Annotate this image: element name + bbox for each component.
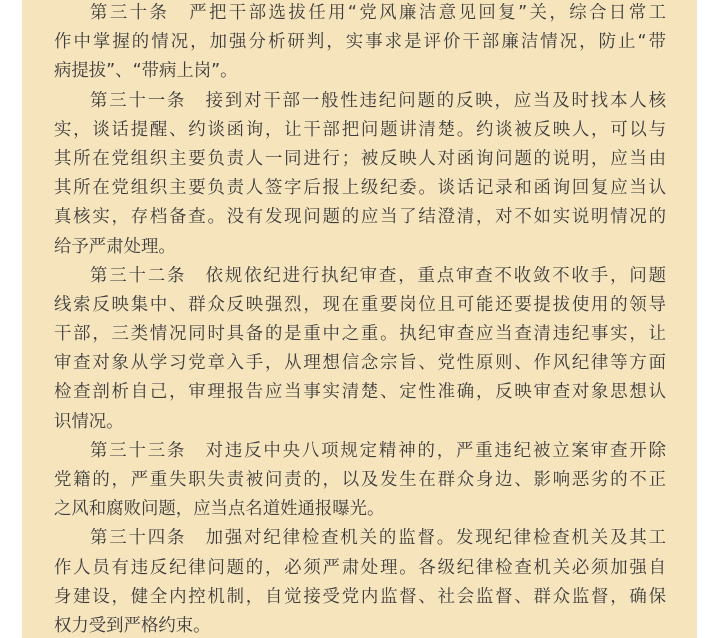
article-31 [54,87,666,262]
paragraph-line: 党籍的，严重失职失责被问责的，以及发生在群众身边、影响恶劣的不正 [54,470,666,490]
paragraph-line: 第三十一条 接到对干部一般性违纪问题的反映，应当及时找本人核 [90,90,666,111]
article-32 [54,262,666,437]
paragraph-line: 之风和腐败问题，应当点名道姓通报曝光。 [54,499,385,520]
article-34 [54,524,666,638]
paragraph-line: 其所在党组织主要负责人签字后报上级纪委。谈话记录和函询回复应当认 [54,178,666,199]
paragraph-line: 真核实，存档备查。没有发现问题的应当了结澄清，对不如实说明情况的 [54,207,666,228]
paragraph-line: 第三十条 严把干部选拔任用“党风廉洁意见回复”关，综合日常工 [90,3,666,23]
paragraph-line: 病提拔”、“带病上岗”。 [54,61,238,82]
paragraph-line: 给予严肃处理。 [54,236,176,257]
paragraph-line: 检查剖析自己，审理报告应当事实清楚、定性准确，反映审查对象思想认 [54,382,666,403]
paragraph-line: 第三十二条 依规依纪进行执纪审查，重点审查不收敛不收手，问题 [90,265,666,286]
article-30 [54,0,666,87]
document-page [22,0,697,638]
paragraph-line: 审查对象从学习党章入手，从理想信念宗旨、党性原则、作风纪律等方面 [54,353,666,374]
paragraph-line: 作中掌握的情况，加强分析研判，实事求是评价干部廉洁情况，防止“带 [54,32,666,53]
paragraph-line: 线索反映集中、群众反映强烈，现在重要岗位且可能还要提拔使用的领导 [54,294,666,315]
paragraph-line: 第三十四条 加强对纪律检查机关的监督。发现纪律检查机关及其工 [90,528,666,549]
paragraph-line: 权力受到严格约束。 [54,615,211,636]
paragraph-line: 识情况。 [54,411,124,432]
paragraph-line: 干部，三类情况同时具备的是重中之重。执纪审查应当查清违纪事实，让 [54,324,666,345]
document-body [54,0,666,638]
paragraph-line: 第三十三条 对违反中央八项规定精神的，严重违纪被立案审查开除 [90,440,666,461]
paragraph-line: 身建设，健全内控机制，自觉接受党内监督、社会监督、群众监督，确保 [54,586,666,607]
paragraph-line: 其所在党组织主要负责人一同进行；被反映人对函询问题的说明，应当由 [54,148,666,169]
article-33 [54,437,666,525]
paragraph-line: 作人员有违反纪律问题的，必须严肃处理。各级纪律检查机关必须加强自 [54,557,666,578]
paragraph-line: 实，谈话提醒、约谈函询，让干部把问题讲清楚。约谈被反映人，可以与 [54,119,666,140]
